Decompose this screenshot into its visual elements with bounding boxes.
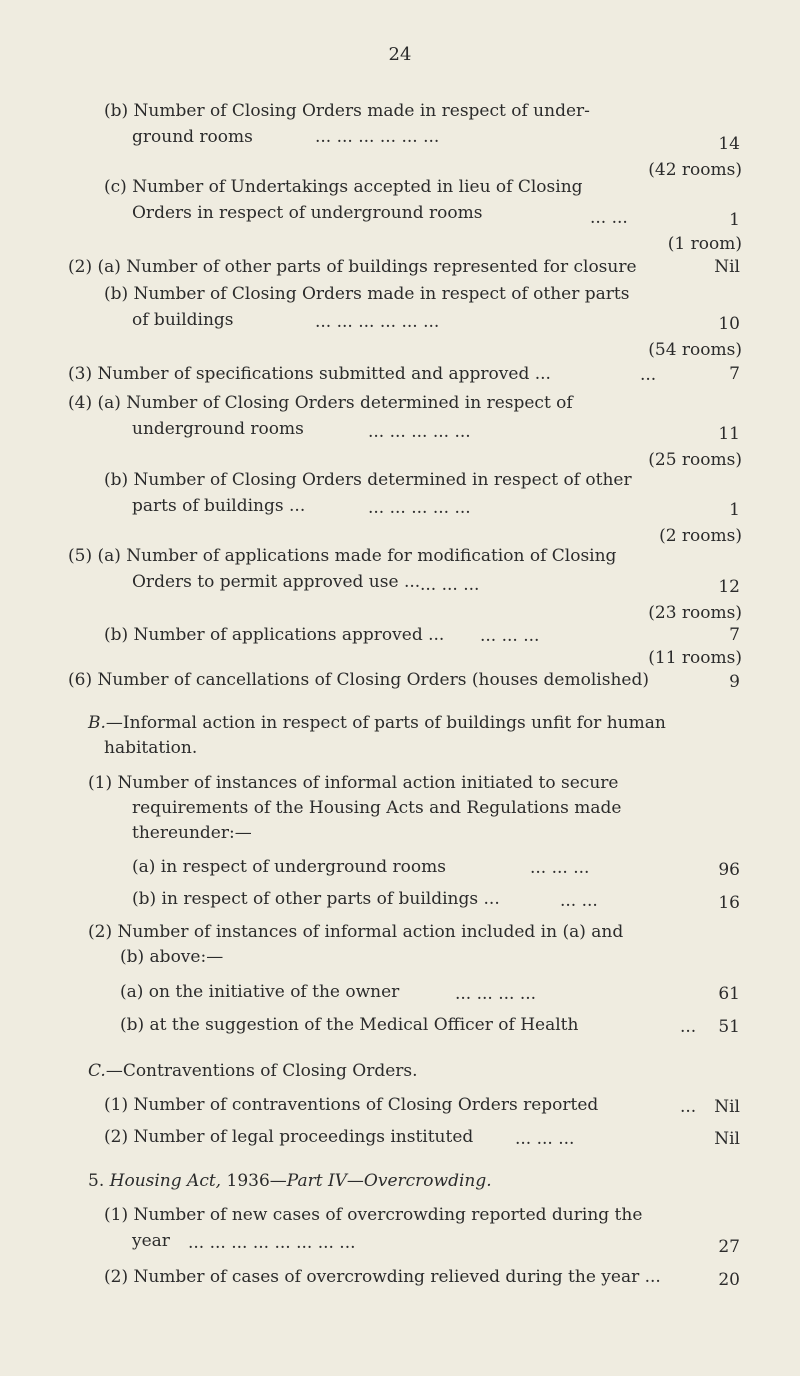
item-5a-dots: ... ... ... [420,575,480,595]
item-3-value: 7 [729,364,740,384]
section-b-p1a-value: 96 [718,860,740,880]
item-c1-dots: ... ... [590,208,628,228]
item-6-value: 9 [729,672,740,692]
section-b-p2-line2: (b) above:— [120,947,224,967]
section-c-p1-text: (1) Number of contraventions of Closing Orders reported [104,1095,599,1115]
item-5b-value: 7 [729,625,740,645]
section-c-heading: C.—Contraventions of Closing Orders. [88,1061,418,1081]
item-c1-value: 1 [729,210,740,230]
item-2b-note: (54 rooms) [648,340,742,360]
section-b-p1-line2: requirements of the Housing Acts and Regulations made [132,798,622,818]
section-b-p2a-value: 61 [718,984,740,1004]
section-5-p2-text: (2) Number of cases of overcrowding relieved during the year ... [104,1267,661,1287]
item-c1-line2: Orders in respect of underground rooms [132,203,483,223]
section-b-p1b-value: 16 [718,893,740,913]
item-3-line1: (3) Number of specifications submitted and approved ... [68,364,551,384]
section-5-p1-dots: ... ... ... ... ... ... ... ... [188,1233,356,1253]
section-b-p2a-dots: ... ... ... ... [455,984,537,1004]
item-b1-line1: (b) Number of Closing Orders made in respect of under- [104,101,590,121]
section-b-p1a-dots: ... ... ... [530,858,590,878]
item-4a-line1: (4) (a) Number of Closing Orders determined in respect of [68,393,573,413]
section-5-heading: 5. Housing Act, 1936—Part IV—Overcrowding. [88,1171,492,1191]
item-2b-value: 10 [718,314,740,334]
item-2a-value: Nil [714,257,740,277]
section-c-p1-value: Nil [714,1097,740,1117]
section-c-p2-text: (2) Number of legal proceedings instituted [104,1127,474,1147]
item-4a-value: 11 [718,424,740,444]
item-2b-line1: (b) Number of Closing Orders made in respect of other parts [104,284,630,304]
item-6-line1: (6) Number of cancellations of Closing Orders (houses demolished) [68,670,649,690]
item-5b-line1: (b) Number of applications approved ... [104,625,445,645]
item-4b-line1: (b) Number of Closing Orders determined in respect of other [104,470,632,490]
section-b-p1b-dots: ... ... [560,891,598,911]
section-b-p1a-text: (a) in respect of underground rooms [132,857,446,877]
section-c-p1-dots: ... [680,1097,697,1117]
item-5a-note: (23 rooms) [648,603,742,623]
section-5-p1-line2: year [132,1231,170,1251]
item-5a-line1: (5) (a) Number of applications made for modification of Closing [68,546,617,566]
section-b-heading-line2: habitation. [104,738,198,758]
item-4a-note: (25 rooms) [648,450,742,470]
item-4b-value: 1 [729,500,740,520]
section-b-heading: B.—Informal action in respect of parts of buildings unfit for human [88,713,666,733]
section-b-p2a-text: (a) on the initiative of the owner [120,982,400,1002]
item-5a-value: 12 [718,577,740,597]
item-2b-dots: ... ... ... ... ... ... [315,312,440,332]
section-b-p1b-text: (b) in respect of other parts of buildings ... [132,889,500,909]
section-c-p2-dots: ... ... ... [515,1129,575,1149]
item-5a-line2: Orders to permit approved use ... [132,572,421,592]
item-b1-value: 14 [718,134,740,154]
section-b-p2b-value: 51 [718,1017,740,1037]
item-b1-dots: ... ... ... ... ... ... [315,127,440,147]
item-4b-dots: ... ... ... ... ... [368,498,471,518]
section-b-p2-line1: (2) Number of instances of informal action included in (a) and [88,922,624,942]
item-4a-line2: underground rooms [132,419,304,439]
item-5b-dots: ... ... ... [480,626,540,646]
page-number: 24 [388,44,412,65]
section-5-p1-line1: (1) Number of new cases of overcrowding reported during the [104,1205,643,1225]
item-2a-line1: (2) (a) Number of other parts of buildings represented for closure [68,257,637,277]
section-5-p2-value: 20 [718,1270,740,1290]
section-b-p1-line3: thereunder:— [132,823,252,843]
item-2b-line2: of buildings [132,310,234,330]
item-5b-note: (11 rooms) [648,648,742,668]
section-b-p2b-dots: ... [680,1017,697,1037]
item-3-dots: ... [640,365,657,385]
item-4a-dots: ... ... ... ... ... [368,422,471,442]
section-b-p2b-text: (b) at the suggestion of the Medical Officer of Health [120,1015,579,1035]
section-c-p2-value: Nil [714,1129,740,1149]
item-4b-line2: parts of buildings ... [132,496,306,516]
item-b1-line2: ground rooms [132,127,253,147]
section-b-p1-line1: (1) Number of instances of informal action initiated to secure [88,773,619,793]
section-5-p1-value: 27 [718,1237,740,1257]
item-4b-note: (2 rooms) [659,526,742,546]
item-b1-note: (42 rooms) [648,160,742,180]
item-c1-note: (1 room) [667,234,742,254]
item-c1-line1: (c) Number of Undertakings accepted in lieu of Closing [104,177,583,197]
